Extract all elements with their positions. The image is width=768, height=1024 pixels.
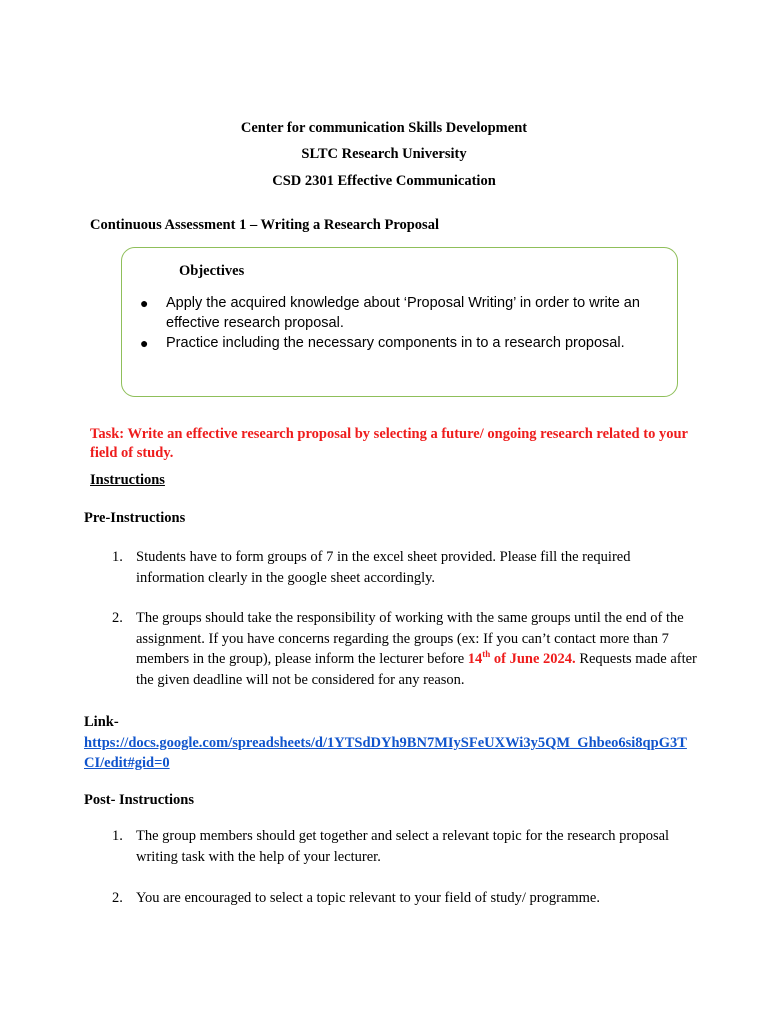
deadline-ordinal: th <box>482 649 491 660</box>
pre-instructions-heading: Pre-Instructions <box>84 510 186 526</box>
header-line-1: Center for communication Skills Development <box>240 120 528 136</box>
list-item <box>112 888 702 909</box>
deadline-month-year: of June 2024. <box>490 651 576 667</box>
objective-item <box>140 294 660 333</box>
task-statement: Task: Write an effective research proposal by selecting a future/ ongoing research related to your field of study. <box>90 426 688 461</box>
list-item-text-part: Requests made after the given deadline will not be considered for any reason. <box>136 651 697 688</box>
list-item-text: Students have to form groups of 7 in the excel sheet provided. Please fill the required information clearly in the google sheet accordingly. <box>136 549 631 586</box>
objectives-box <box>121 247 678 397</box>
post-instructions-heading: Post- Instructions <box>84 792 194 808</box>
objective-text: Practice including the necessary components in to a research proposal. <box>166 335 625 351</box>
deadline-date <box>468 651 576 667</box>
list-item <box>112 826 702 867</box>
instructions-heading: Instructions <box>90 472 165 488</box>
spreadsheet-link[interactable]: https://docs.google.com/spreadsheets/d/1YTSdDYh9BN7MIySFeUXWi3y5QM_Ghbeo6si8qpG3TCI/edit#gid=0 <box>84 735 687 771</box>
list-number: 1. <box>112 549 123 565</box>
list-item-text: The group members should get together and select a relevant topic for the research proposal writing task with the help of your lecturer. <box>136 828 670 865</box>
list-number: 1. <box>112 828 123 844</box>
list-item <box>112 608 702 690</box>
list-item <box>112 547 702 588</box>
header-line-3: CSD 2301 Effective Communication <box>272 173 496 189</box>
objective-item <box>140 334 660 354</box>
list-number: 2. <box>112 890 123 906</box>
list-item-text: You are encouraged to select a topic relevant to your field of study/ programme. <box>136 890 600 906</box>
assessment-title: Continuous Assessment 1 – Writing a Research Proposal <box>90 217 439 233</box>
list-item-text-part: The groups should take the responsibility of working with the same groups until the end of the assignment. If you have concerns regarding the groups (ex: If you can’t contact more than 7 members in the group), please inform the lecturer before <box>136 610 684 667</box>
objectives-title: Objectives <box>179 263 245 279</box>
deadline-day: 14 <box>467 651 483 667</box>
objective-text: Apply the acquired knowledge about ‘Proposal Writing’ in order to write an effective research proposal. <box>166 295 640 331</box>
list-item-text <box>136 608 702 690</box>
list-number: 2. <box>112 610 123 626</box>
bullet-icon: ● <box>140 295 149 311</box>
link-label: Link- <box>84 714 119 730</box>
header-line-2: SLTC Research University <box>301 146 467 162</box>
bullet-icon: ● <box>140 335 149 351</box>
